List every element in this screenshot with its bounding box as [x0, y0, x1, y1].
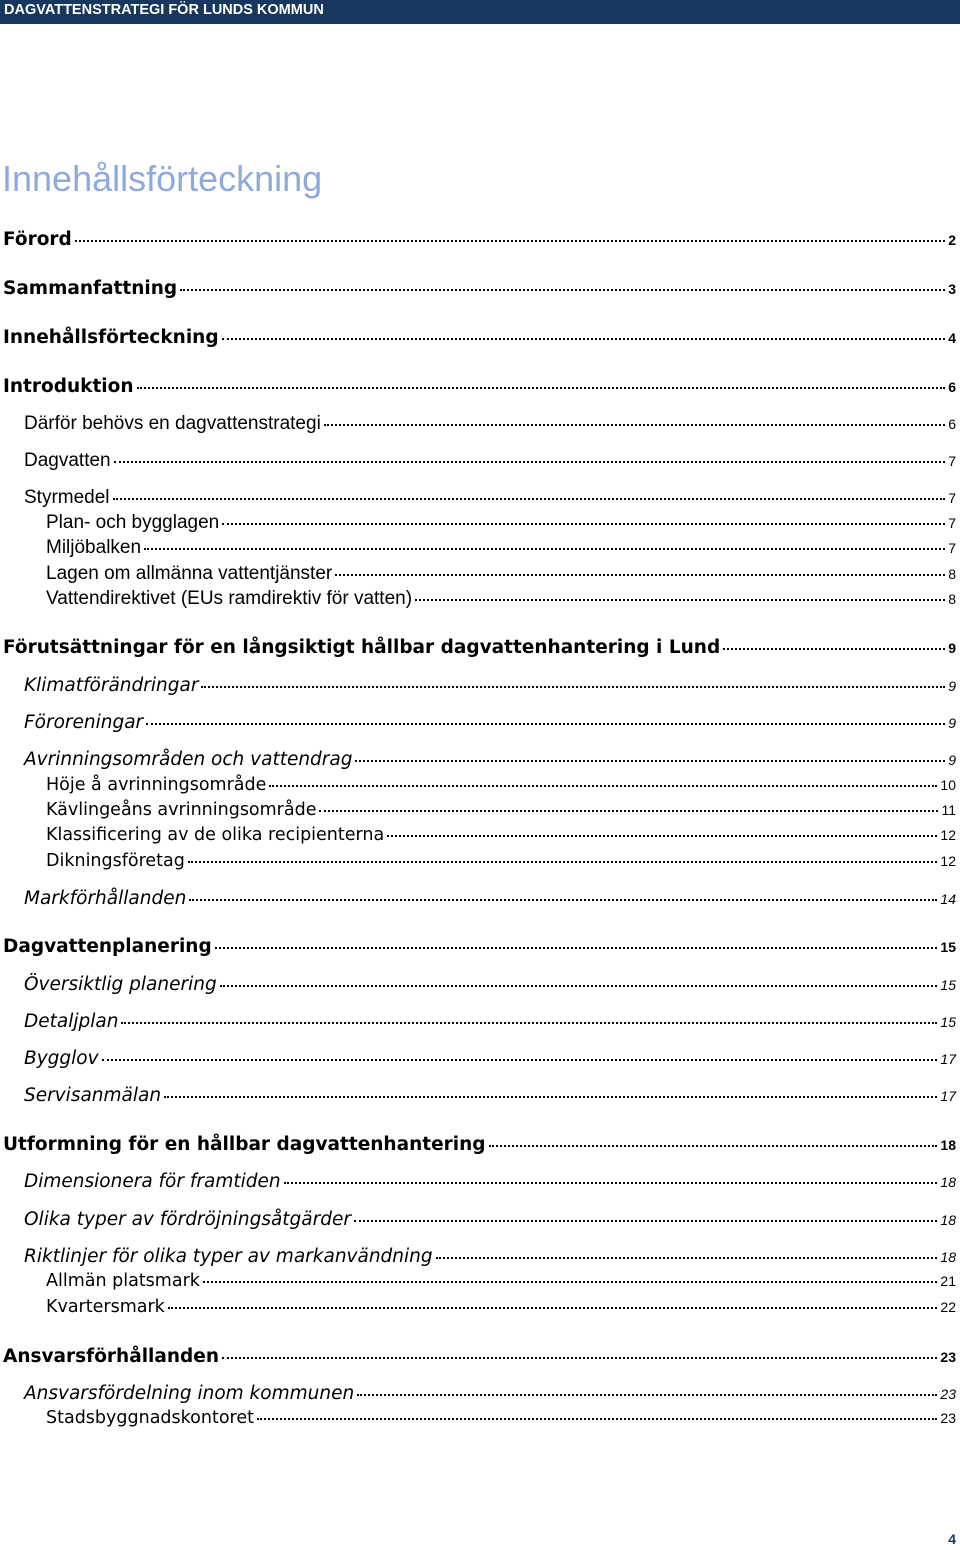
toc-entry-page: 7: [948, 540, 956, 556]
dot-leader: [354, 1220, 937, 1222]
toc-entry-page: 15: [940, 977, 956, 993]
toc-entry[interactable]: [24, 487, 956, 511]
toc-entry[interactable]: [46, 800, 956, 824]
toc-entry-page: 18: [940, 1174, 956, 1190]
toc-entry[interactable]: [24, 974, 956, 998]
toc-entry-label: Dagvatten: [24, 450, 111, 471]
toc-entry[interactable]: [24, 675, 956, 699]
dot-leader: [203, 1281, 938, 1283]
dot-leader: [189, 899, 937, 901]
toc-entry-label: Översiktlig planering: [24, 974, 217, 995]
toc-entry[interactable]: [46, 512, 956, 536]
toc-entry-label: Styrmedel: [24, 487, 110, 508]
dot-leader: [201, 686, 945, 688]
toc-entry-page: 9: [948, 715, 956, 731]
toc-entry-page: 22: [940, 1299, 956, 1315]
toc-entry[interactable]: [46, 851, 956, 875]
toc-entry-page: 6: [948, 416, 956, 432]
toc-entry-page: 10: [940, 777, 956, 793]
toc-entry-label: Höje å avrinningsområde: [46, 775, 267, 795]
toc-entry[interactable]: [3, 278, 956, 302]
dot-leader: [168, 1307, 938, 1309]
toc-entry-page: 3: [948, 281, 956, 297]
toc-entry-label: Kävlingeåns avrinningsområde: [46, 800, 317, 820]
dot-leader: [146, 723, 945, 725]
toc-entry-page: 12: [940, 853, 956, 869]
toc-entry-label: Kvartersmark: [46, 1297, 165, 1317]
toc-entry-label: Miljöbalken: [46, 537, 142, 558]
dot-leader: [415, 599, 945, 601]
toc-entry[interactable]: [24, 1246, 956, 1270]
toc-entry-page: 18: [940, 1137, 956, 1153]
dot-leader: [436, 1257, 938, 1259]
toc-entry[interactable]: [24, 1171, 956, 1195]
toc-entry-page: 4: [948, 330, 956, 346]
toc-entry-page: 2: [948, 232, 956, 248]
dot-leader: [355, 760, 945, 762]
dot-leader: [144, 548, 945, 550]
toc-entry-label: Klimatförändringar: [24, 675, 199, 696]
toc-entry-page: 23: [940, 1410, 956, 1426]
toc-entry-label: Ansvarsfördelning inom kommunen: [24, 1383, 355, 1404]
toc-entry-label: Servisanmälan: [24, 1085, 162, 1106]
dot-leader: [75, 240, 945, 242]
toc-entry-page: 15: [940, 939, 956, 955]
toc-entry-label: Sammanfattning: [3, 278, 178, 299]
dot-leader: [113, 498, 946, 500]
toc-entry-label: Förord: [3, 229, 72, 250]
toc-entry-label: Klassificering av de olika recipienterna: [46, 825, 385, 845]
toc-entry[interactable]: [24, 450, 956, 474]
dot-leader: [102, 1059, 938, 1061]
toc-entry-page: 7: [948, 515, 956, 531]
toc-entry-page: 8: [948, 591, 956, 607]
toc-entry[interactable]: [46, 1271, 956, 1295]
toc-entry-label: Förutsättningar för en långsiktigt hållbar dagvattenhantering i Lund: [3, 637, 721, 658]
toc-entry[interactable]: [46, 775, 956, 799]
toc-entry-label: Detaljplan: [24, 1011, 119, 1032]
toc-entry-page: 14: [940, 891, 956, 907]
toc-entry[interactable]: [3, 376, 956, 400]
toc-entry-page: 12: [940, 827, 956, 843]
toc-entry-page: 9: [948, 678, 956, 694]
toc-entry-label: Bygglov: [24, 1048, 99, 1069]
toc-entry[interactable]: [24, 712, 956, 736]
toc-entry-label: Plan- och bygglagen: [46, 512, 220, 533]
toc-entry[interactable]: [24, 413, 956, 437]
toc-entry-label: Avrinningsområden och vattendrag: [24, 749, 353, 770]
dot-leader: [357, 1394, 937, 1396]
toc-entry[interactable]: [24, 1048, 956, 1072]
toc-entry-label: Dagvattenplanering: [3, 936, 212, 957]
dot-leader: [114, 461, 946, 463]
dot-leader: [215, 947, 938, 949]
toc-entry[interactable]: [24, 1085, 956, 1109]
toc-entry-label: Dimensionera för framtiden: [24, 1171, 281, 1192]
toc-entry[interactable]: [3, 229, 956, 253]
toc-entry[interactable]: [3, 1134, 956, 1158]
toc-entry-page: 6: [948, 379, 956, 395]
toc-entry-page: 23: [940, 1386, 956, 1402]
toc-entry[interactable]: [24, 1383, 956, 1407]
dot-leader: [121, 1022, 937, 1024]
toc-entry[interactable]: [3, 637, 956, 661]
toc-entry[interactable]: [24, 888, 956, 912]
toc-entry[interactable]: [46, 1408, 956, 1432]
dot-leader: [222, 1357, 937, 1359]
dot-leader: [164, 1096, 937, 1098]
toc-entry[interactable]: [46, 588, 956, 612]
toc-entry-label: Riktlinjer för olika typer av markanvändning: [24, 1246, 433, 1267]
dot-leader: [188, 861, 938, 863]
toc-entry[interactable]: [46, 1297, 956, 1321]
toc-entry[interactable]: [24, 1209, 956, 1233]
toc-entry[interactable]: [3, 1346, 956, 1370]
toc-entry[interactable]: [46, 563, 956, 587]
toc-entry-page: 8: [948, 566, 956, 582]
toc-entry-label: Därför behövs en dagvattenstrategi: [24, 413, 321, 434]
dot-leader: [723, 648, 945, 650]
toc-entry-page: 15: [940, 1014, 956, 1030]
dot-leader: [319, 810, 938, 812]
toc-title: Innehållsförteckning: [2, 158, 323, 199]
toc-entry-label: Ansvarsförhållanden: [3, 1346, 220, 1367]
toc-entry-label: Innehållsförteckning: [3, 327, 219, 348]
toc-entry[interactable]: [46, 825, 956, 849]
toc-entry-page: 23: [940, 1349, 956, 1365]
dot-leader: [335, 574, 945, 576]
toc-entry-label: Dikningsföretag: [46, 851, 185, 871]
toc-entry-page: 9: [948, 640, 956, 656]
dot-leader: [269, 785, 937, 787]
dot-leader: [180, 289, 945, 291]
toc-entry-label: Föroreningar: [24, 712, 144, 733]
dot-leader: [222, 338, 946, 340]
document-header-title: DAGVATTENSTRATEGI FÖR LUNDS KOMMUN: [4, 2, 324, 18]
dot-leader: [222, 523, 945, 525]
toc-entry-label: Stadsbyggnadskontoret: [46, 1408, 254, 1428]
toc-entry-page: 7: [948, 490, 956, 506]
dot-leader: [137, 387, 946, 389]
dot-leader: [257, 1418, 937, 1420]
toc-entry-page: 7: [948, 453, 956, 469]
toc-entry-label: Allmän platsmark: [46, 1271, 200, 1291]
toc-entry-label: Vattendirektivet (EUs ramdirektiv för vatten): [46, 588, 413, 609]
toc-entry-label: Lagen om allmänna vattentjänster: [46, 563, 333, 584]
toc-entry[interactable]: [3, 327, 956, 351]
toc-entry-page: 9: [948, 752, 956, 768]
dot-leader: [489, 1145, 938, 1147]
dot-leader: [324, 424, 945, 426]
toc-entry-label: Introduktion: [3, 376, 134, 397]
page-number: 4: [948, 1531, 956, 1547]
toc-entry-label: Markförhållanden: [24, 888, 187, 909]
toc-entry-page: 18: [940, 1212, 956, 1228]
toc-entry[interactable]: [24, 749, 956, 773]
toc-entry-page: 21: [940, 1273, 956, 1289]
toc-entry[interactable]: [3, 936, 956, 960]
toc-entry[interactable]: [24, 1011, 956, 1035]
toc-entry-page: 17: [940, 1051, 956, 1067]
toc-entry-page: 18: [940, 1249, 956, 1265]
dot-leader: [284, 1182, 938, 1184]
dot-leader: [387, 835, 937, 837]
toc-entry-label: Olika typer av fördröjningsåtgärder: [24, 1209, 351, 1230]
toc-entry[interactable]: [46, 537, 956, 561]
toc-entry-page: 17: [940, 1088, 956, 1104]
toc-entry-page: 11: [941, 802, 956, 818]
toc-entry-label: Utformning för en hållbar dagvattenhantering: [3, 1134, 486, 1155]
dot-leader: [220, 985, 938, 987]
